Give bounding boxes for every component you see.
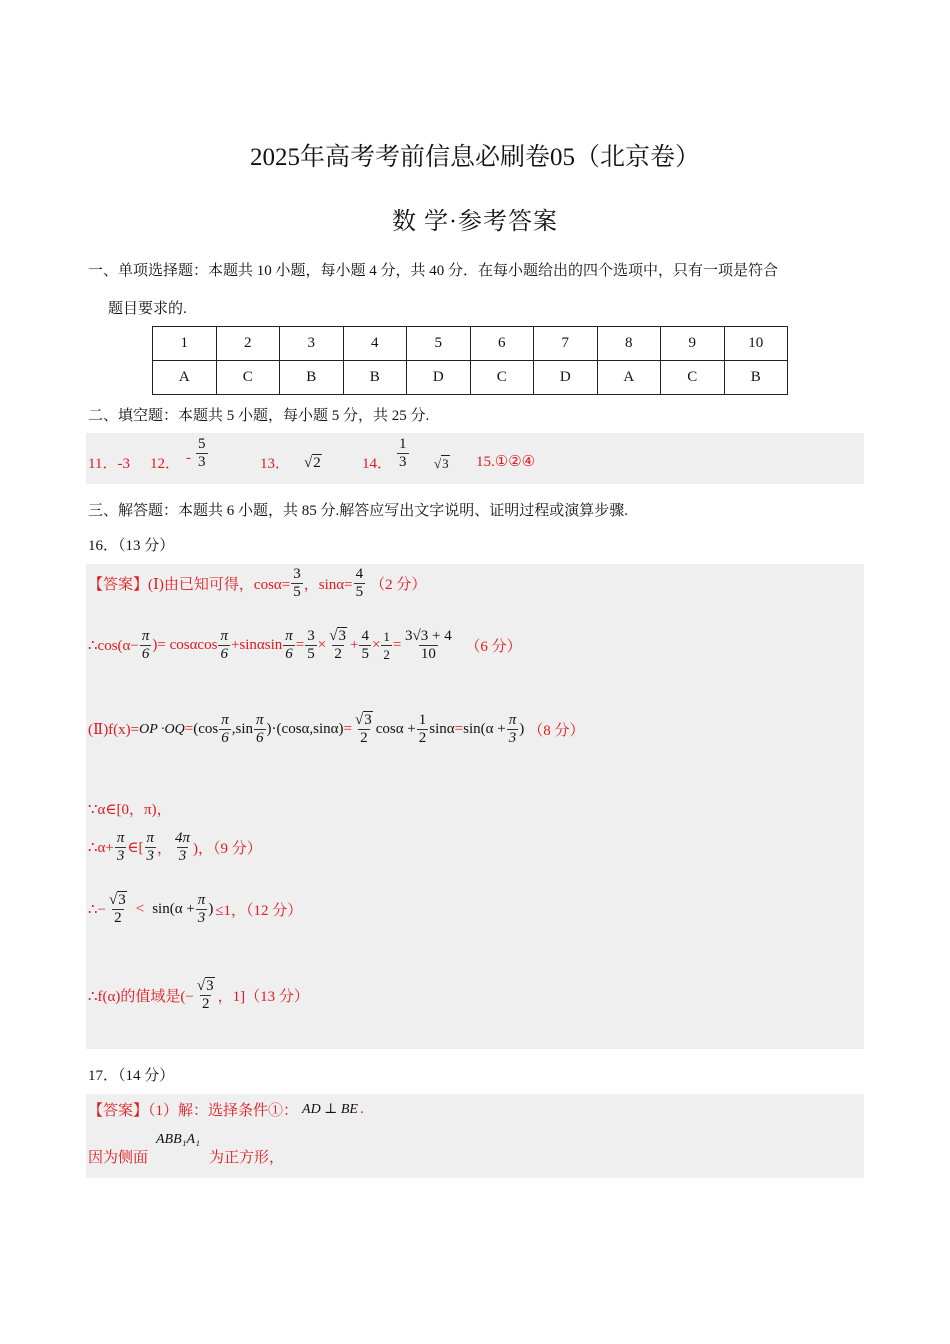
fraction-numerator: 1 (418, 712, 427, 728)
table-cell: 3 (280, 327, 344, 361)
fraction-denominator: 10 (420, 646, 436, 662)
fraction-numerator: π (285, 628, 293, 644)
q16-text: ∴− (88, 902, 107, 918)
answer-q12-fraction (195, 436, 209, 471)
table-cell: A (597, 361, 661, 395)
table-row-numbers (153, 327, 788, 361)
q16-text: ， (157, 841, 173, 857)
table-row-answers (153, 361, 788, 395)
fraction-numerator: π (146, 830, 155, 846)
fraction-denominator: 3 (178, 848, 187, 864)
page-subtitle: 数 学·参考答案 (392, 209, 558, 235)
fraction-numerator: 4 (355, 566, 364, 582)
table-cell: 10 (724, 327, 788, 361)
q16-text: (Ⅱ)f(x)= (88, 722, 140, 738)
choice-answer-table (152, 326, 788, 395)
table-cell: 4 (343, 327, 407, 361)
fraction-numerator: π (256, 712, 264, 728)
sqrt-radicand: 3 (206, 978, 214, 994)
table-cell: C (470, 361, 534, 395)
q16-text: )，（9 分） (193, 841, 262, 857)
q16-text: ) (519, 721, 525, 737)
fraction-numerator: π (220, 628, 228, 644)
q16-header: 16．（13 分） (88, 538, 175, 554)
q17-line-1 (88, 1099, 364, 1120)
q16-text: < (135, 901, 145, 917)
sqrt-radicand: 3 (118, 892, 126, 908)
q17-text: 【答案】（1）解：选择条件①： (88, 1103, 299, 1119)
fraction-denominator: 3 (146, 848, 154, 864)
section-three-heading: 三、解答题：本题共 6 小题，共 85 分.解答应写出文字说明、证明过程或演算步骤. (88, 503, 629, 519)
fraction-numerator: 4π (175, 830, 191, 846)
table-cell: B (343, 361, 407, 395)
fraction-denominator: 2 (114, 910, 122, 926)
q16-text: )= cosαcos (152, 637, 218, 653)
fraction-numerator: 1 (383, 629, 390, 644)
q16-text: ) (208, 901, 214, 917)
table-cell: C (216, 361, 280, 395)
fraction-numerator: π (197, 892, 206, 908)
table-cell: 7 (534, 327, 598, 361)
q16-text: ，1]（13 分） (217, 989, 309, 1005)
q16-text: sin(α + (152, 901, 195, 917)
sqrt-radicand: 3 (364, 712, 372, 728)
q16-text: ∴α+ (88, 840, 114, 856)
q16-text: cosα + (375, 721, 416, 737)
q16-line-6 (88, 892, 302, 927)
q16-text: = (343, 721, 352, 737)
fraction-numerator: π (116, 830, 125, 846)
q16-score: （2 分） (370, 577, 427, 593)
fraction-numerator: 3√3 + 4 (405, 628, 452, 644)
q16-text: sinα (429, 721, 455, 737)
fraction-denominator: 3 (116, 848, 125, 864)
fraction-denominator: 6 (220, 646, 228, 662)
q16-text: ∈[ (127, 840, 144, 856)
q16-text: = (184, 721, 194, 737)
answer-q15: 15.①②④ (476, 454, 536, 470)
section-one-heading-cont: 题目要求的. (108, 301, 187, 317)
fraction-numerator: 1 (399, 436, 407, 452)
table-cell: 5 (407, 327, 471, 361)
fraction-numerator: √3 (354, 712, 372, 728)
fraction-denominator: 5 (361, 646, 369, 662)
fraction-numerator: π (221, 712, 229, 728)
table-cell: C (661, 361, 725, 395)
q16-text: ∴cos(α− (88, 638, 139, 654)
q16-line-1 (88, 566, 426, 601)
table-cell: 8 (597, 327, 661, 361)
answer-q13-sqrt: √2 (304, 455, 321, 471)
fraction-denominator: 2 (418, 730, 427, 746)
q16-line-2 (88, 628, 522, 663)
fraction-numerator: 3 (293, 566, 301, 582)
q16-line-3 (88, 712, 584, 747)
q16-text: sin(α + (463, 721, 506, 737)
q17-line-2-end: 为正方形， (209, 1150, 285, 1166)
q16-text: = (295, 637, 305, 653)
answer-q12-label: 12． (150, 456, 181, 472)
q17-text: . (359, 1101, 364, 1117)
table-cell: B (724, 361, 788, 395)
answer-q14-fraction (396, 436, 410, 471)
answer-q11: 11．-3 (88, 456, 130, 472)
answer-q14-label: 14． (362, 456, 393, 472)
table-cell: 6 (470, 327, 534, 361)
fraction-numerator: 5 (198, 436, 206, 452)
q16-text: 【答案】(Ⅰ)由已知可得，cosα= (88, 577, 291, 593)
q16-text: ≤1，（12 分） (215, 903, 303, 919)
fraction-denominator: 2 (360, 730, 368, 746)
fraction-denominator: 6 (256, 730, 264, 746)
fraction-numerator: √3 (329, 628, 346, 644)
fraction-numerator: 4 (361, 628, 369, 644)
q16-line-4: ∵α∈[0，π)， (88, 802, 172, 818)
fraction-denominator: 2 (383, 647, 390, 662)
q16-text: (cos (193, 721, 219, 737)
fraction-numerator: π (141, 628, 150, 644)
q16-text: ∴f(α)的值域是(− (88, 989, 194, 1005)
fraction-denominator: 3 (508, 730, 517, 746)
table-cell: B (280, 361, 344, 395)
q16-text: × (317, 637, 327, 653)
q16-text: +sinαsin (230, 637, 283, 653)
table-cell: A (153, 361, 217, 395)
q16-score: （8 分） (528, 723, 585, 739)
q16-text: = (392, 637, 402, 653)
fraction-numerator: √3 (196, 978, 214, 994)
answer-q13-label: 13． (260, 456, 291, 472)
perpendicular-condition: AD ⊥ BE (302, 1102, 358, 1117)
table-cell: 1 (153, 327, 217, 361)
table-cell: 9 (661, 327, 725, 361)
fraction-denominator: 5 (307, 646, 315, 662)
fraction-numerator: 3 (307, 628, 315, 644)
fraction-denominator: 5 (355, 584, 364, 600)
table-cell: D (407, 361, 471, 395)
q16-text: + (349, 637, 359, 653)
fraction-denominator: 3 (399, 454, 407, 470)
fraction-denominator: 2 (201, 996, 210, 1012)
fraction-denominator: 3 (198, 454, 206, 470)
fraction-numerator: π (508, 712, 517, 728)
q17-header: 17．（14 分） (88, 1068, 175, 1084)
fraction-denominator: 6 (141, 646, 150, 662)
fraction-numerator: √3 (109, 892, 126, 908)
q16-text: × (371, 637, 381, 653)
section-two-heading: 二、填空题：本题共 5 小题，每小题 5 分，共 25 分. (88, 408, 430, 424)
fraction-denominator: 2 (334, 646, 342, 662)
fraction-denominator: 3 (197, 910, 206, 926)
face-label: ABB₁A₁ (156, 1132, 200, 1147)
sqrt-radicand: 2 (313, 455, 321, 471)
q16-text: )·(cosα,sinα) (266, 721, 344, 737)
sqrt-radicand: 3 (338, 628, 346, 644)
section-one-heading: 一、单项选择题：本题共 10 小题，每小题 4 分，共 40 分．在每小题给出的四个选项中，只有一项是符合 (88, 263, 779, 279)
page-title: 2025年高考考前信息必刷卷05（北京卷） (249, 144, 700, 171)
fraction-denominator: 6 (285, 646, 293, 662)
table-cell: D (534, 361, 598, 395)
q16-score: （6 分） (465, 639, 522, 655)
answer-q14-sqrt: √3 (434, 456, 449, 471)
q17-line-2-start: 因为侧面 (88, 1150, 149, 1166)
q16-text: ，sinα= (303, 577, 353, 593)
table-cell: 2 (216, 327, 280, 361)
q16-line-5 (88, 830, 262, 865)
sqrt-radicand: 3 (442, 456, 449, 471)
q16-text: ,sin (231, 721, 254, 737)
answer-q12-sign: - (186, 450, 191, 466)
q16-text: = (454, 721, 464, 737)
vector-product: OP ·OQ (139, 721, 185, 737)
fraction-denominator: 5 (293, 584, 301, 600)
fraction-denominator: 6 (221, 730, 229, 746)
q16-line-7 (88, 978, 309, 1013)
